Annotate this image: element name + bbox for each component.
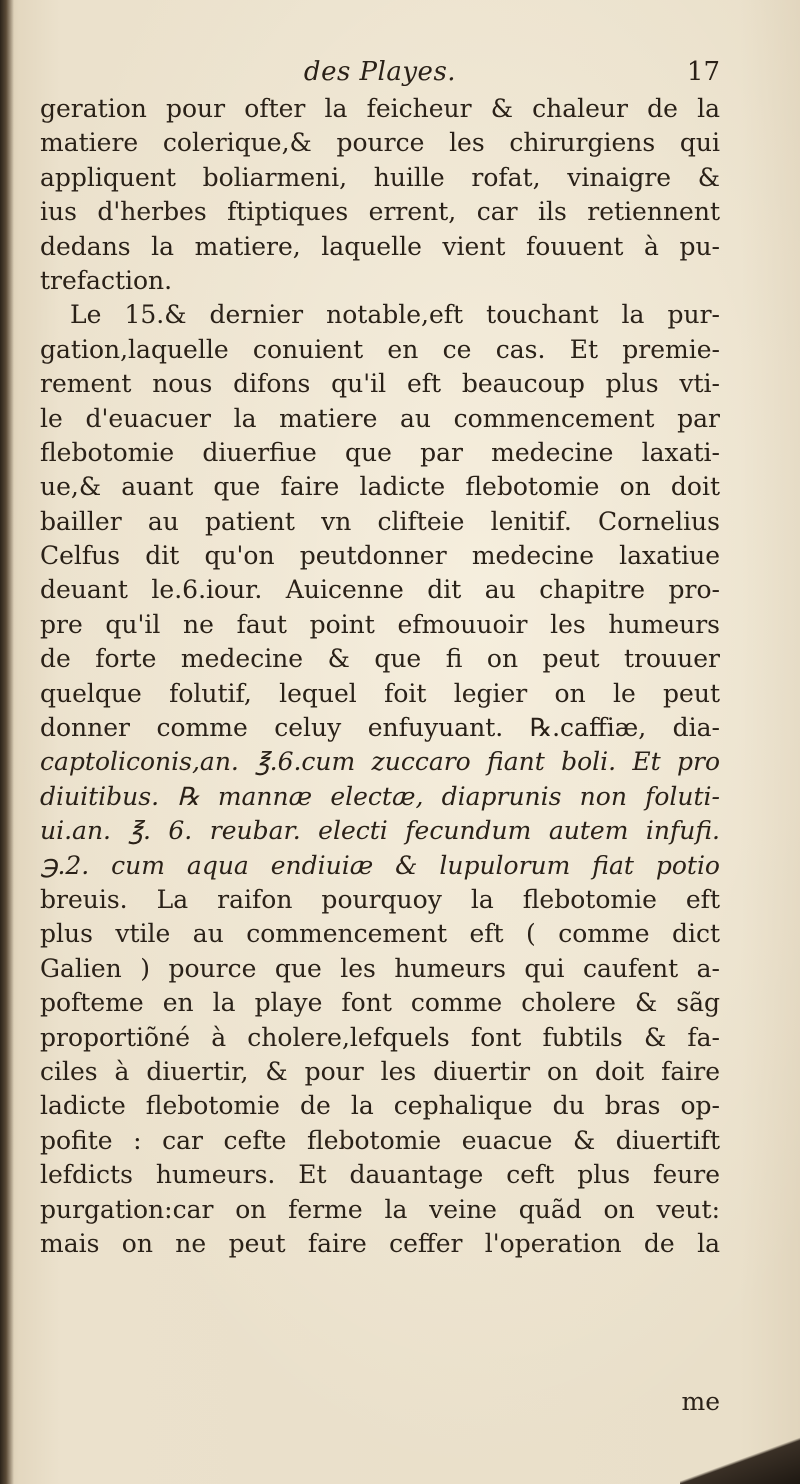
text-line: le d'euacuer la matiere au commencement par	[40, 403, 720, 433]
text-line: geration pour ofter la feicheur & chaleur de la	[40, 94, 720, 123]
text-line: Le 15.& dernier notable,eft touchant la pur-	[70, 300, 720, 330]
text-line: mais on ne peut faire ceffer l'operation de la	[40, 1228, 720, 1258]
text-line: trefaction.	[40, 265, 173, 295]
catchword: me	[681, 1387, 720, 1416]
text-line: proportiõné à cholere,lefquels font fubtils & fa-	[40, 1022, 720, 1052]
text-line: flebotomie diuerfiue que par medecine laxati-	[40, 437, 720, 467]
text-line: matiere colerique,& pource les chirurgiens qui	[40, 128, 720, 158]
page-header	[40, 52, 720, 92]
text-line: Galien ) pource que les humeurs qui caufent a-	[40, 953, 720, 983]
text-line: dedans la matiere, laquelle vient fouuent à pu-	[40, 231, 720, 261]
text-line: breuis. La raifon pourquoy la flebotomie eft	[40, 884, 720, 914]
text-line: quelque folutif, lequel foit legier on le peut	[40, 678, 720, 708]
text-line: gation,laquelle conuient en ce cas. Et premie-	[40, 334, 720, 364]
text-line: lefdicts humeurs. Et dauantage ceft plus feure	[40, 1160, 720, 1190]
text-line: pofteme en la playe font comme cholere & sãg	[40, 988, 720, 1018]
text-line: pofite : car cefte flebotomie euacue & diuertift	[40, 1125, 720, 1155]
text-line: plus vtile au commencement eft ( comme dict	[40, 919, 720, 949]
text-line: ciles à diuertir, & pour les diuertir on doit faire	[40, 1056, 720, 1086]
text-line: ui.an. ℥. 6. reubar. electi fecundum autem infufi.	[40, 816, 720, 846]
text-line: ius d'herbes ftiptiques errent, car ils retiennent	[40, 197, 720, 227]
text-line: pre qu'il ne faut point efmouuoir les humeurs	[40, 609, 720, 639]
text-line: ℈.2. cum aqua endiuiæ & lupulorum fiat potio	[40, 850, 720, 880]
text-line: Celfus dit qu'on peutdonner medecine laxatiue	[40, 541, 720, 571]
text-line: appliquent boliarmeni, huille rofat, vinaigre &	[40, 162, 720, 192]
body-text	[40, 92, 720, 1261]
text-line: purgation:car on ferme la veine quãd on veut:	[40, 1194, 720, 1224]
text-line: rement nous difons qu'il eft beaucoup plus vti-	[40, 369, 720, 399]
text-line: bailler au patient vn clifteie lenitif. Cornelius	[40, 506, 720, 536]
page-fold-shadow	[680, 1424, 800, 1484]
text-line: ladicte flebotomie de la cephalique du bras op-	[40, 1091, 720, 1121]
text-line: captoliconis,an. ℥.6.cum zuccaro fiant boli. Et pro	[40, 747, 720, 777]
binding-gutter	[0, 0, 14, 1484]
text-line: donner comme celuy enfuyuant. ℞.caffiæ, dia-	[40, 713, 720, 743]
running-title: des Playes.	[303, 57, 457, 87]
text-line: diuitibus. ℞ mannæ electæ, diaprunis non foluti-	[40, 781, 720, 811]
text-line: de forte medecine & que fi on peut trouuer	[40, 644, 720, 674]
text-line: ue,& auant que faire ladicte flebotomie on doit	[40, 472, 720, 502]
page-number: 17	[686, 57, 720, 87]
text-line: deuant le.6.iour. Auicenne dit au chapitre pro-	[40, 575, 720, 605]
